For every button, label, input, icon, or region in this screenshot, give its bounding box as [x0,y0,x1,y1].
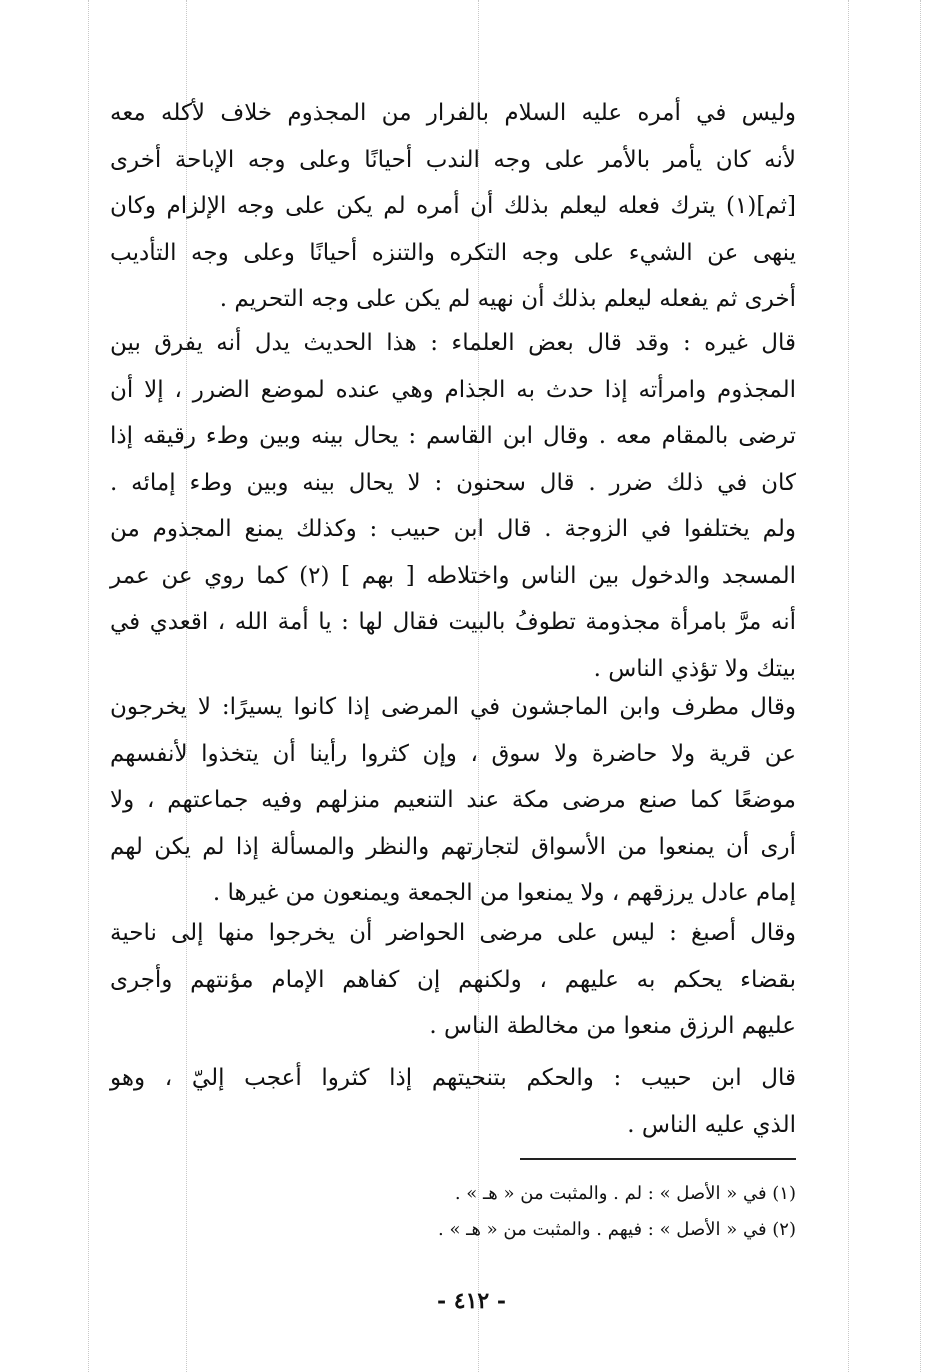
text-line: بيتك ولا تؤذي الناس . [593,655,796,682]
text-line: وقال أصبغ : ليس على مرضى الحواضر أن يخرجوا منها إلى ناحية [110,920,796,946]
text-line: ترضى بالمقام معه . وقال ابن القاسم : يحال بينه وبين وطء رقيقه إذا [110,423,796,449]
text-line: عليهم الرزق منعوا من مخالطة الناس . [429,1013,796,1039]
footnote-1: (١) في « الأصل » : لم . والمثبت من « هـ » . [454,1183,796,1204]
paragraph-3 [110,684,796,917]
page-number: - ٤١٢ - [436,1288,507,1314]
text-line: الذي عليه الناس . [627,1111,796,1138]
text-line: ينهى عن الشيء على وجه التكره والتنزه أحيانًا وعلى وجه التأديب [110,239,796,266]
paragraph-5 [110,1055,796,1148]
text-line: [ثم](١) يترك فعله ليعلم بذلك أن أمره لم يكن على وجه الإلزام وكان [110,193,796,219]
scan-artifact-line [920,0,921,1372]
scan-artifact-line [88,0,89,1372]
scan-artifact-line [848,0,849,1372]
text-line: قال غيره : وقد قال بعض العلماء : هذا الحديث يدل أنه يفرق بين [110,330,796,356]
text-line: أرى أن يمنعوا من الأسواق لتجارتهم والنظر والمسألة إذا لم يكن لهم [110,833,796,860]
text-line: قال ابن حبيب : والحكم بتنحيتهم إذا كثروا أعجب إليّ ، وهو [110,1065,796,1091]
footnote-divider [520,1158,796,1160]
text-line: أخرى ثم يفعله ليعلم بذلك أن نهيه لم يكن على وجه التحريم . [219,286,796,312]
text-line: عن قرية ولا حاضرة ولا سوق ، وإن كثروا رأينا أن يتخذوا لأنفسهم [110,740,796,767]
paragraph-2 [110,320,796,692]
text-line: وقال مطرف وابن الماجشون في المرضى إذا كانوا يسيرًا: لا يخرجون [110,694,796,720]
footnotes [300,1176,796,1248]
text-line: لأنه كان يأمر بالأمر على وجه الندب أحيانًا وعلى وجه الإباحة أخرى [110,146,796,173]
text-line: المجذوم وامرأته إذا حدث به الجذام وهي عنده لموضع الضرر ، إلا أن [110,376,796,403]
text-line: وليس في أمره عليه السلام بالفرار من المجذوم خلاف لأكله معه [110,100,796,126]
text-line: موضعًا كما صنع مرضى مكة عند التنعيم منزلهم وفيه جماعتهم ، ولا [110,787,796,813]
text-line: إمام عادل يرزقهم ، ولا يمنعوا من الجمعة ويمنعون من غيرها . [212,880,796,906]
text-line: ولم يختلفوا في الزوجة . قال ابن حبيب : وكذلك يمنع المجذوم من [110,516,796,542]
paragraph-4 [110,910,796,1050]
text-line: أنه مرَّ بامرأة مجذومة تطوفُ بالبيت فقال لها : يا أمة الله ، اقعدي في [110,609,796,635]
text-line: بقضاء يحكم به عليهم ، ولكنهم إن كفاهم الإمام مؤنتهم وأجرى [110,966,796,993]
paragraph-1 [110,90,796,323]
text-line: كان في ذلك ضرر . قال سحنون : لا يحال بينه وبين وطء إمائه . [110,469,796,496]
text-line: المسجد والدخول بين الناس واختلاطه [ بهم ] (٢) كما روي عن عمر [110,562,796,589]
footnote-2: (٢) في « الأصل » : فيهم . والمثبت من « هـ » . [438,1219,796,1240]
